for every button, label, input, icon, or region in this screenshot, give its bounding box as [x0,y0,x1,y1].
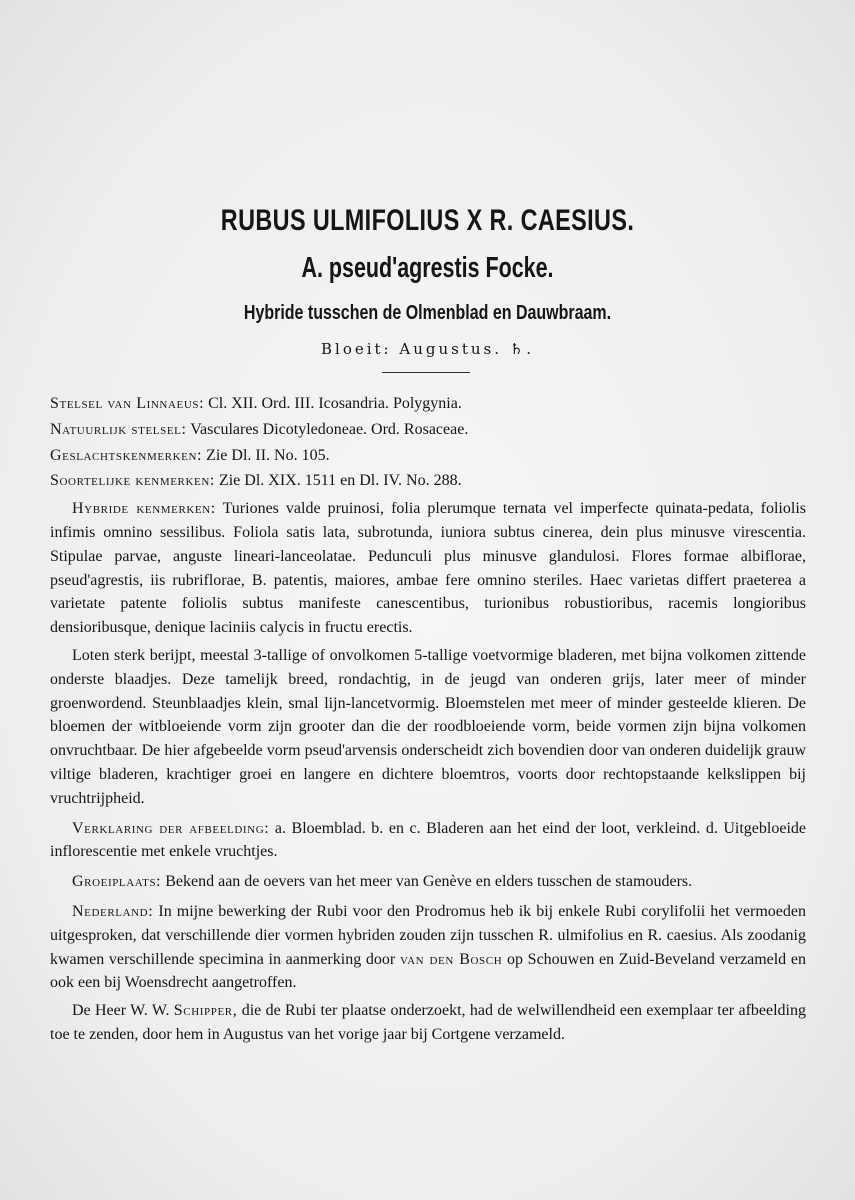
nederland-text-b: op Schouwen en Zuid-Beveland verzameld en ook een bij Woensdrecht aangetroffen. [50,950,807,992]
body-text [50,392,806,1051]
line-text: Zie Dl. II. No. 105. [206,446,330,464]
hybrid-label: Hybride kenmerken: [72,500,216,518]
line-label: Geslachtskenmerken: [50,446,203,464]
hybrid-paragraph [50,497,806,640]
groeiplaats-paragraph [50,870,806,894]
line-text: Vasculares Dicotyledoneae. Ord. Rosaceae. [190,420,469,438]
hybrid-text: Turiones valde pruinosi, folia plerumque ternata vel imperfecte quinata-pedata, foliolis infimis omnino sessilibus. Foliola satis lata, subrotunda, iuniora subtus cinerea, dein plus minusve virescentia. Stipulae parvae, anguste lineari-lanceolatae. Pedunculi plus minusve glandulosi. Flores formae albiflorae, pseud'agrestis, iis rubriflorae, B. patentis, maiores, ambae fere omnino steriles. Haec varietas differt praeterea a varietate patente foliolis subtus manifeste canescentibus, turionibus robustioribus, racemis longioribus densioribusque, denique laciniis calycis in fructu erectis. [50,500,806,637]
page-subtitle: A. pseud'agrestis Focke. [301,252,554,284]
bloei-value: Augustus. ♄. [399,340,534,358]
nederland-label: Nederland: [72,902,154,920]
page-title: RUBUS ULMIFOLIUS X R. CAESIUS. [220,204,635,237]
classification-line [50,469,806,493]
classification-line [50,418,806,442]
title-divider [382,372,470,373]
verklaring-paragraph [50,817,806,865]
line-label: Soortelijke kenmerken: [50,472,215,490]
verklaring-label: Verklaring der afbeelding: [72,819,270,837]
line-text: Zie Dl. XIX. 1511 en Dl. IV. No. 288. [218,472,462,490]
bloei-line [0,340,855,358]
verklaring-text: a. Bloemblad. b. en c. Bladeren aan het eind der loot, verkleind. d. Uitgebloeide inflorescentie met enkele vruchtjes. [50,819,807,861]
line-label: Stelsel van Linnaeus: [50,395,205,412]
heer-paragraph [50,999,806,1047]
line-text: Cl. XII. Ord. III. Icosandria. Polygynia. [208,395,462,412]
groeiplaats-label: Groeiplaats: [72,873,162,891]
collector-name: van den Bosch [399,950,503,968]
classification-line [50,444,806,468]
classification-line [50,392,806,416]
nederland-text-a: In mijne bewerking der Rubi voor den Prodromus heb ik bij enkele Rubi corylifolii het vermoeden uitgesproken, dat verschillende dier vormen hybriden zouden zijn tusschen R. ulmifolius en R. caesius. Als zoodanig kwamen verschillende specimina in aanmerking door [50,902,807,968]
groeiplaats-text: Bekend aan de oevers van het meer van Genève en elders tusschen de stamouders. [165,873,693,891]
bloei-label: Bloeit: [321,340,392,358]
line-label: Natuurlijk stelsel: [50,420,187,438]
loten-paragraph: Loten sterk berijpt, meestal 3-tallige of onvolkomen 5-tallige voetvormige bladeren, met bijna volkomen zittende onderste blaadjes. Deze tamelijk breed, rondachtig, in de jeugd van onderen grijs, later meer of minder groenwordend. Steunblaadjes klein, smal lijn-lancetvormig. Bloemstelen met meer of minder gesteelde klieren. De bloemen der witbloeiende vorm zijn grooter dan die der roodbloeiende vorm, beide vormen zijn bijna volkomen onvruchtbaar. De hier afgebeelde vorm pseud'arvensis onderscheidt zich bovendien door van onderen duidelijk grauw viltige bladeren, krachtiger groei en langere en dichtere bloemtros, voorts door rechtopstaande kelkslippen bij vruchtrijpheid. [50,646,806,807]
sender-name: Schipper, [173,1002,238,1020]
common-name: Hybride tusschen de Olmenblad en Dauwbraam. [243,302,612,324]
nederland-paragraph [50,900,806,995]
heer-text-b: die de Rubi ter plaatse onderzoekt, had de welwillendheid een exemplaar ter afbeelding toe te zenden, door hem in Augustus van het vorige jaar bij Cortgene verzameld. [50,1002,806,1043]
heer-text-a: De Heer W. W. [72,1002,170,1020]
